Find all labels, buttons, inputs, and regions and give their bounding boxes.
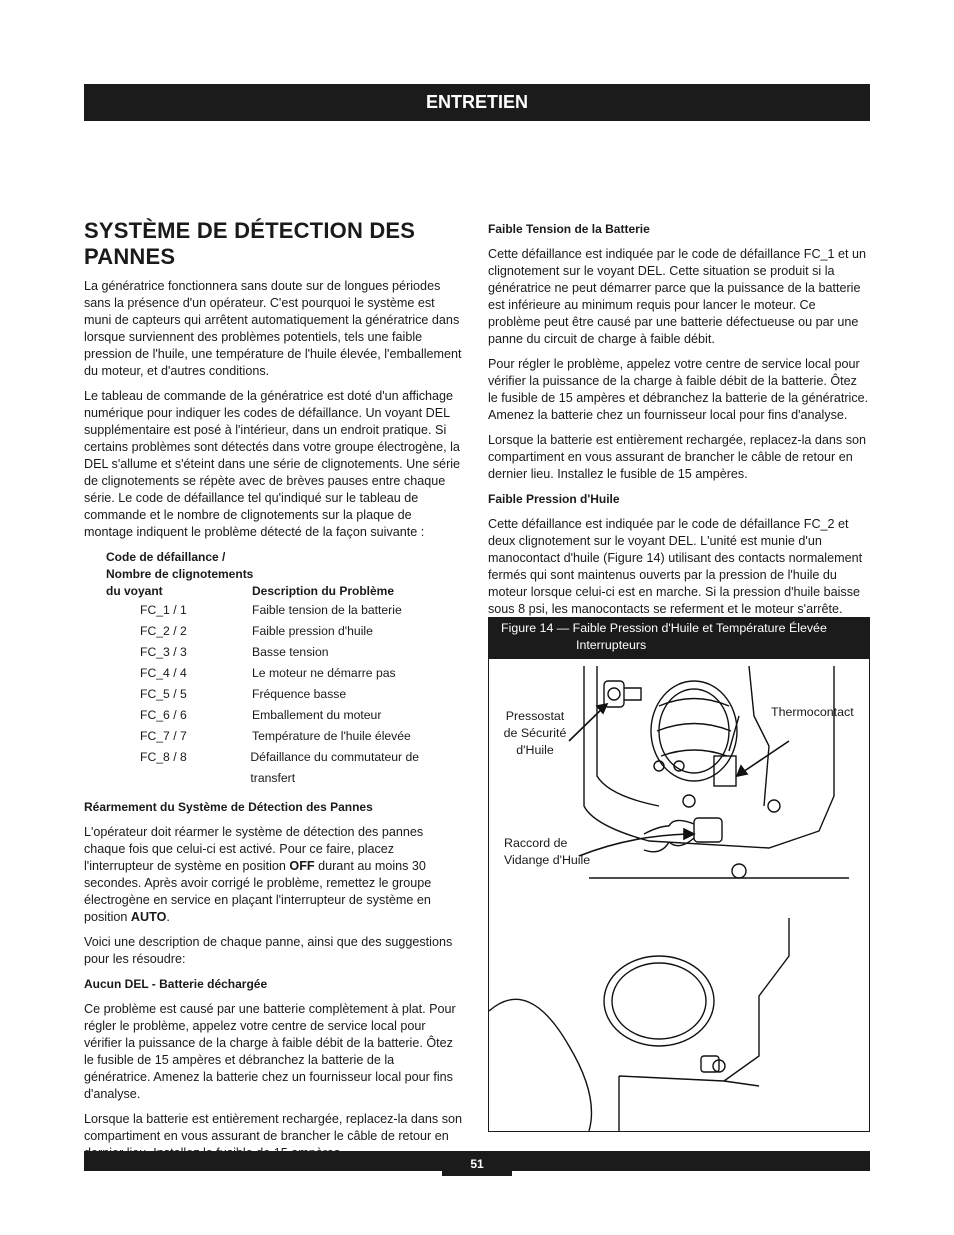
figure-14 — [488, 617, 870, 1132]
oil-pressure-paragraph: Cette défaillance est indiquée par le code de défaillance FC_2 et deux clignotement sur le voyant DEL. L'unité est munie d'un manocontact d'huile (Figure 14) utilisant des contacts normalement fermés qui sont maintenus ouverts par la pression de l'huile du moteur lorsque celui-ci est en marche. Si la pression d'huile baisse sous 8 psi, les manocontacts se referment et le moteur s'arrête. — [488, 517, 863, 616]
page-number: 51 — [442, 1151, 512, 1176]
off-keyword: OFF — [289, 859, 315, 873]
fault-code-row: FC_4 / 4 Le moteur ne démarre pas — [140, 666, 396, 680]
left-column — [84, 218, 464, 1170]
pressostat-label: Pressostat de Sécurité d'Huile — [503, 709, 567, 757]
section-header-bar — [84, 84, 870, 121]
fault-code-row: FC_7 / 7 Température de l'huile élevée — [140, 729, 411, 743]
low-battery-title: Faible Tension de la Batterie — [488, 222, 650, 236]
section-title: ENTRETIEN — [425, 92, 528, 112]
figure-caption: Figure 14 — Faible Pression d'Huile et Température Élevée Interrupteurs — [489, 618, 869, 659]
no-led-paragraph-2: Lorsque la batterie est entièrement rechargée, replacez-la dans son compartiment en vous assurant de brancher le câble de retour en — [84, 1112, 463, 1143]
intro-paragraph-1: La génératrice fonctionnera sans doute sur de longues périodes sans la présence d'un opérateur. C'est pourquoi le système est muni de capteurs qui arrêtent automatiquement la génératrice dans lorsque surviennent des problèmes potentiels, tels une faible pression de l'huile, une température de l'huile élevée, l'emballement du moteur, et d'autres conditions. — [84, 279, 462, 378]
oil-pressure-title: Faible Pression d'Huile — [488, 492, 620, 506]
fault-code-row: FC_3 / 3 Basse tension — [140, 645, 329, 659]
low-battery-paragraph-3: Lorsque la batterie est entièrement rechargée, replacez-la dans son compartiment en vous assurant de brancher le câble de retour en dernier lieu. Installez le fusible de 15 ampères. — [488, 433, 867, 481]
fault-code-table — [84, 549, 464, 789]
no-led-paragraph-1: Ce problème est causé par une batterie complètement à plat. Pour régler le problème, appelez votre centre de service local pour vérifier la puissance de la charge à faible débit de la batterie. Ôtez le fusible de 15 ampères et débranchez la batterie de la génératrice. Amenez la batterie chez un fournisseur local pour fins d'analyse. — [84, 1002, 456, 1101]
no-led-title: Aucun DEL - Batterie déchargée — [84, 977, 268, 991]
code-header-line3: du voyant Description du Problème — [106, 584, 395, 598]
fault-code-row: FC_5 / 5 Fréquence basse — [140, 687, 347, 701]
fault-code-row: FC_1 / 1 Faible tension de la batterie — [140, 603, 402, 617]
fault-code-row: FC_8 / 8 Défaillance du commutateur de transfert — [140, 750, 420, 785]
reset-paragraph-2: Voici une description de chaque panne, ainsi que des suggestions pour les résoudre: — [84, 935, 453, 966]
desc-header: Description du Problème — [252, 584, 395, 598]
auto-keyword: AUTO — [130, 910, 167, 924]
reset-title: Réarmement du Système de Détection des Pannes — [84, 800, 373, 814]
code-header-line2: Nombre de clignotements — [106, 567, 254, 581]
fault-code-row: FC_2 / 2 Faible pression d'huile — [140, 624, 373, 638]
reset-paragraph-1: L'opérateur doit réarmer le système de détection des pannes chaque fois que celui-ci est activé. Pour ce faire, placez l'interrupteur de système en position OFF durant au moins 30 secondes. Après avoir corrigé le problème, remettez le groupe électrogène en service en plaçant l'interrupteur de système en position AUTO. — [84, 825, 432, 924]
low-battery-paragraph-2: Pour régler le problème, appelez votre centre de service local pour vérifier la puissance de la charge à faible débit de la batterie. Ôtez le fusible de 15 ampères et débranchez la batterie de la génératrice. Amenez la batterie chez un fournisseur local pour fins d'analyse. — [488, 357, 869, 422]
intro-paragraph-2: Le tableau de commande de la génératrice est doté d'un affichage numérique pour indiquer les codes de défaillance. Un voyant DEL supplémentaire est posé à l'intérieur, dans un endroit pratique. Si certains problèmes sont détectés dans votre groupe électrogène, la DEL s'allume et s'éteint dans une série de clignotements. Une série de clignotements se répète avec de brèves pauses entre chaque série. Le code de défaillance tel qu'indiqué sur le tableau de commande et le nombre de clignotements sur la plaque de montage indiquent le problème détecté de la façon suivante : — [84, 389, 461, 539]
right-column — [488, 221, 870, 626]
low-battery-paragraph-1: Cette défaillance est indiquée par le code de défaillance FC_1 et un clignotement sur le voyant DEL. Cette situation se produit si la génératrice ne peut démarrer parce que la puissance de la batterie est inférieure au minimum requis pour lancer le moteur. Ce problème peut être causé par une batterie défectueuse ou par une panne du circuit de charge à faible débit. — [488, 247, 867, 346]
page-heading: SYSTÈME DE DÉTECTION DES PANNES — [84, 218, 416, 269]
drain-fitting-label: Raccord de Vidange d'Huile — [504, 836, 591, 867]
thermocontact-label: Thermocontact — [771, 705, 854, 719]
fault-code-row: FC_6 / 6 Emballement du moteur — [140, 708, 382, 722]
code-header-line1: Code de défaillance / — [106, 550, 226, 564]
